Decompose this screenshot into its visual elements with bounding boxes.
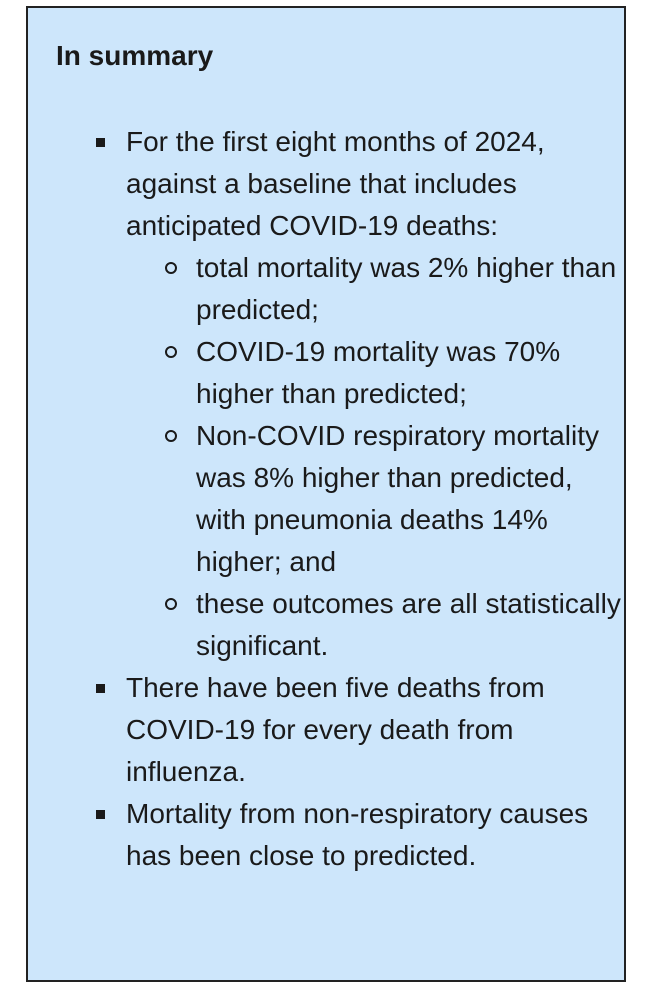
sub-list-item (196, 415, 626, 583)
circle-bullet-icon (165, 598, 177, 610)
list-item-text: Mortality from non-respiratory causes has been close to predicted. (126, 798, 589, 871)
summary-title: In summary (56, 40, 214, 71)
sub-list-item (196, 247, 626, 331)
list-item (126, 121, 626, 667)
summary-box (26, 6, 626, 982)
square-bullet-icon (96, 684, 105, 693)
sub-list-item-text: total mortality was 2% higher than predicted; (196, 252, 617, 325)
list-item-text: There have been five deaths from COVID-19 for every death from influenza. (126, 672, 545, 787)
circle-bullet-icon (165, 346, 177, 358)
circle-bullet-icon (165, 430, 177, 442)
sub-list-item-text: Non-COVID respiratory mortality was 8% higher than predicted, with pneumonia deaths 14% higher; and (196, 420, 599, 577)
sub-list (126, 247, 626, 667)
sub-list-item (196, 331, 626, 415)
list-item (126, 793, 626, 877)
list-item-text: For the first eight months of 2024, against a baseline that includes anticipated COVID-19 deaths: (126, 126, 545, 241)
square-bullet-icon (96, 138, 105, 147)
sub-list-item-text: COVID-19 mortality was 70% higher than predicted; (196, 336, 561, 409)
circle-bullet-icon (165, 262, 177, 274)
square-bullet-icon (96, 810, 105, 819)
sub-list-item (196, 583, 626, 667)
sub-list-item-text: these outcomes are all statistically significant. (196, 588, 621, 661)
summary-list (126, 121, 626, 877)
list-item (126, 667, 626, 793)
